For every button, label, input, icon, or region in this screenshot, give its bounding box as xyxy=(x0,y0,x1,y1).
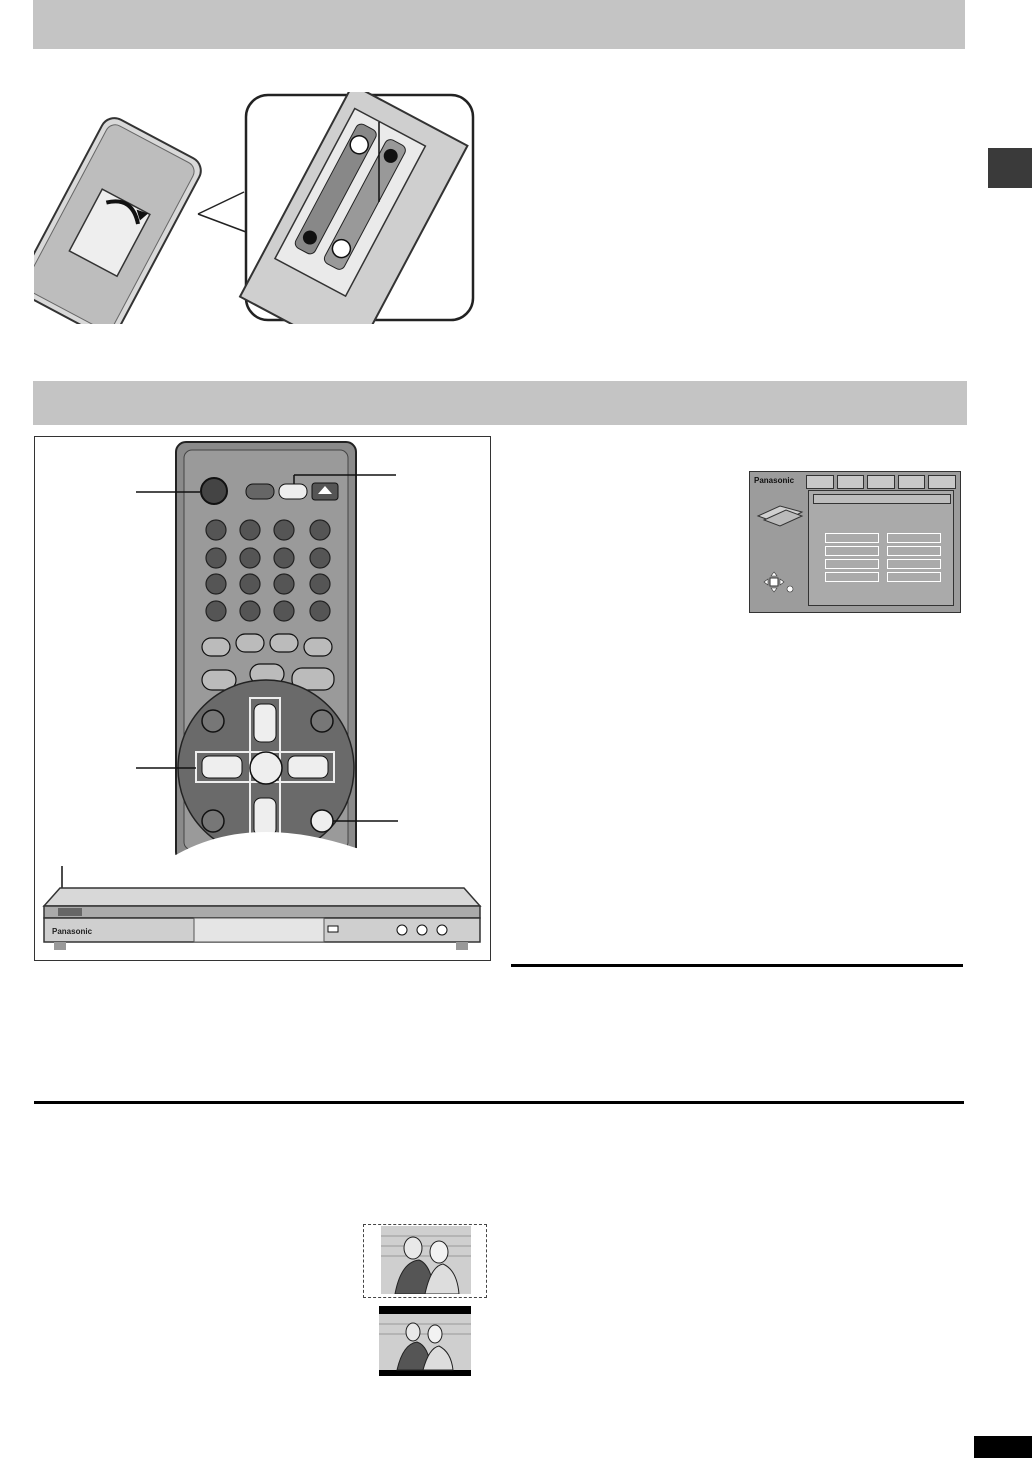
osd-navigation-icon xyxy=(762,570,794,594)
divider-right xyxy=(511,964,963,967)
osd-disc-graphic xyxy=(756,502,806,528)
section-bar-remote xyxy=(33,381,967,425)
picture-letterbox-icon xyxy=(379,1306,471,1376)
picture-4-3-icon xyxy=(381,1226,471,1294)
setup-menu-screen-icon xyxy=(749,471,961,613)
remote-control-icon xyxy=(36,438,488,958)
section-bar-batteries xyxy=(33,0,965,49)
chapter-tab xyxy=(988,148,1032,188)
osd-logo: Panasonic xyxy=(754,476,795,485)
page-number-tab xyxy=(974,1436,1032,1458)
battery-compartment-icon xyxy=(34,92,476,324)
osd-tabs xyxy=(806,475,956,489)
divider-full xyxy=(34,1101,964,1104)
player-brand-logo: Panasonic xyxy=(52,927,93,936)
dvd-player-icon xyxy=(40,884,484,958)
osd-panel xyxy=(808,490,954,606)
